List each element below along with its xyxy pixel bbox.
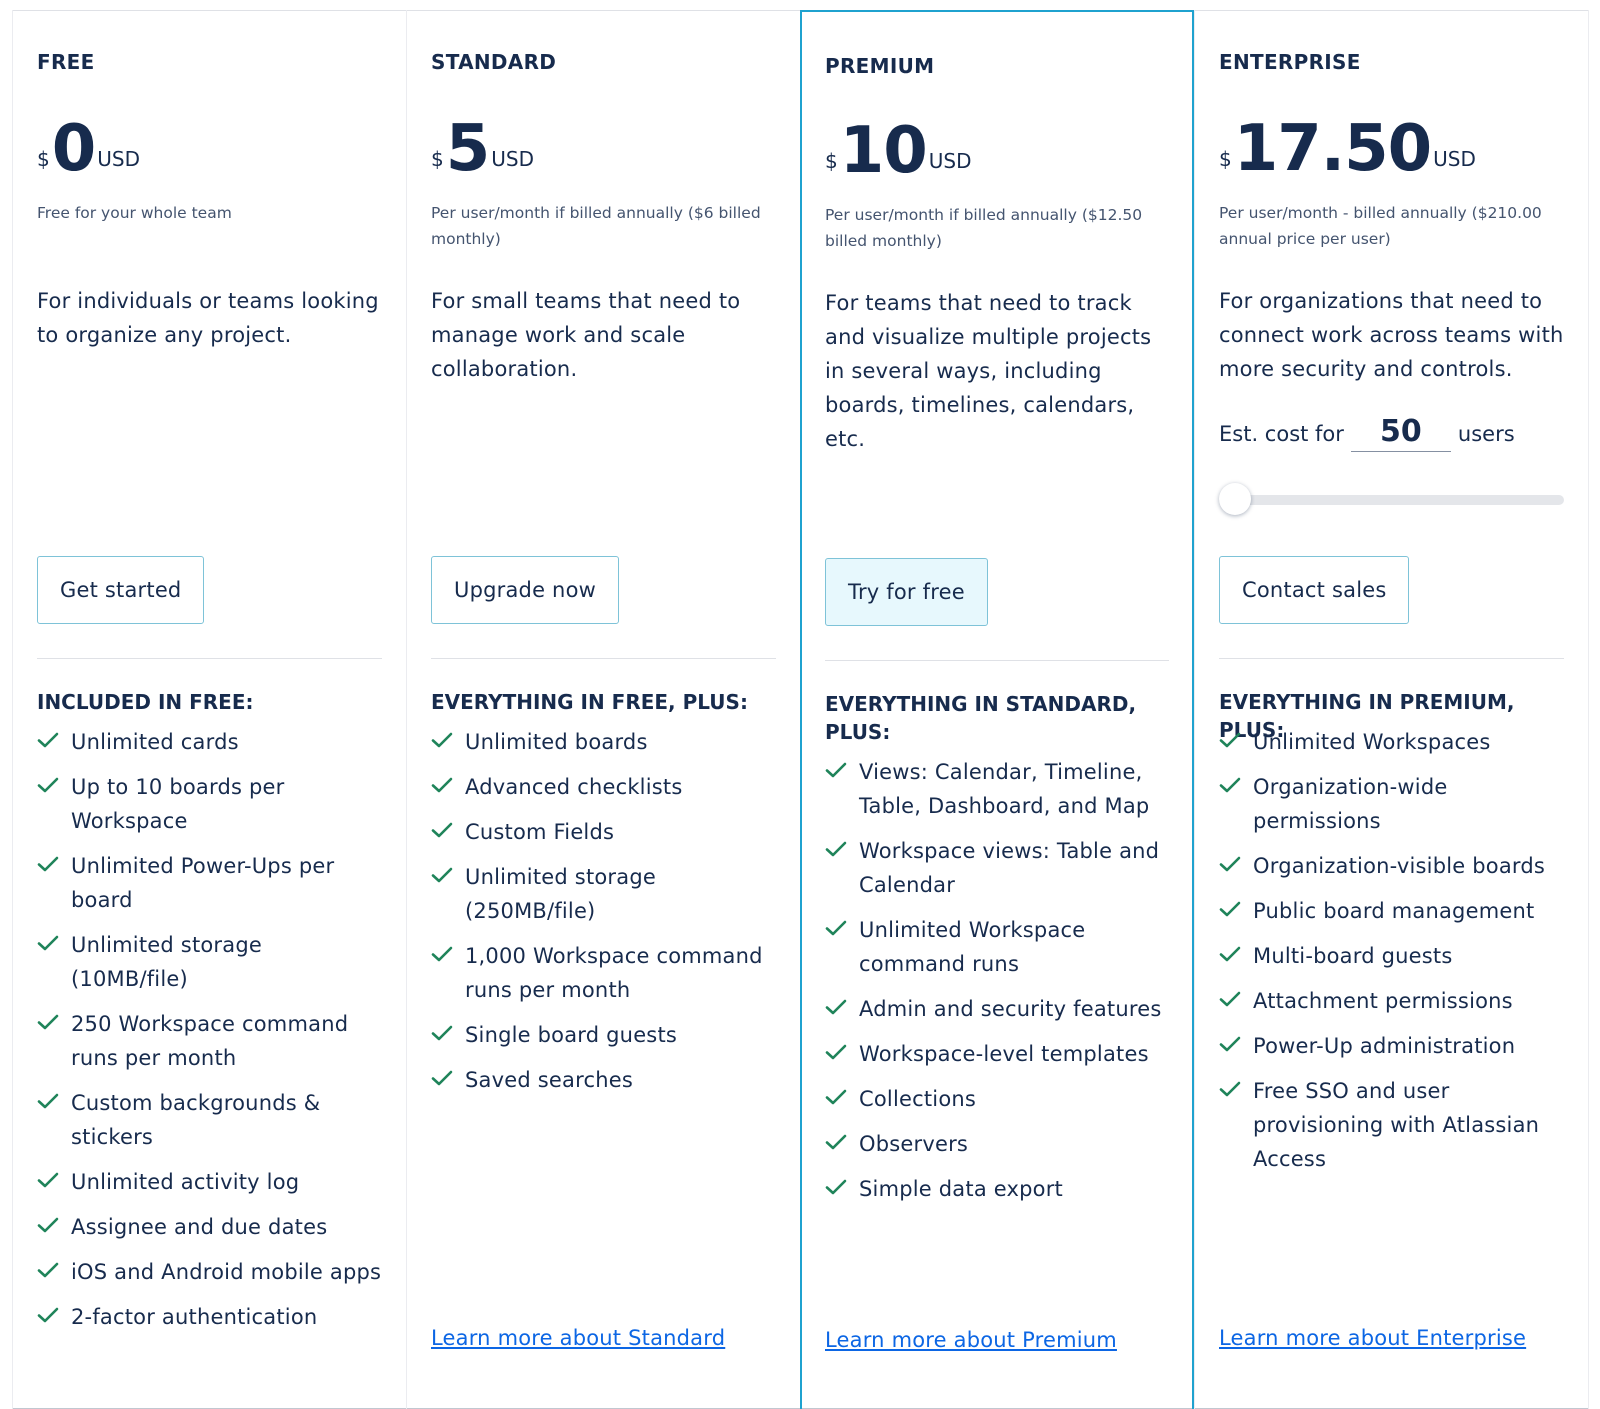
try-for-free-button[interactable]: Try for free bbox=[825, 558, 988, 626]
features-heading: INCLUDED IN FREE: bbox=[37, 690, 254, 714]
feature-label: Free SSO and user provisioning with Atlassian Access bbox=[1253, 1079, 1540, 1171]
feature-label: Unlimited Power-Ups per board bbox=[71, 854, 335, 912]
feature-item bbox=[37, 1165, 382, 1199]
feature-item bbox=[1219, 849, 1564, 883]
check-icon bbox=[825, 1043, 847, 1061]
plan-price bbox=[825, 114, 972, 188]
feature-label: Multi-board guests bbox=[1253, 944, 1453, 968]
user-count-input[interactable] bbox=[1351, 412, 1451, 452]
price-note: Per user/month if billed annually ($12.50 billed monthly) bbox=[825, 206, 1143, 250]
check-icon bbox=[37, 934, 59, 952]
learn-more-premium-link[interactable]: Learn more about Premium bbox=[825, 1328, 1117, 1352]
feature-label: Attachment permissions bbox=[1253, 989, 1513, 1013]
price-note: Free for your whole team bbox=[37, 204, 232, 222]
features-heading: EVERYTHING IN STANDARD, PLUS: bbox=[825, 692, 1137, 744]
feature-item bbox=[1219, 1074, 1564, 1176]
check-icon bbox=[1219, 731, 1241, 749]
feature-item bbox=[37, 1300, 382, 1334]
feature-item bbox=[37, 1086, 382, 1154]
check-icon bbox=[1219, 900, 1241, 918]
estimator-suffix: users bbox=[1457, 422, 1515, 446]
feature-item bbox=[37, 725, 382, 759]
feature-label: Saved searches bbox=[465, 1068, 633, 1092]
user-count-slider[interactable] bbox=[1219, 483, 1564, 515]
price-note: Per user/month if billed annually ($6 billed monthly) bbox=[431, 204, 761, 248]
check-icon bbox=[431, 866, 453, 884]
feature-item bbox=[431, 1018, 776, 1052]
feature-label: Up to 10 boards per Workspace bbox=[71, 775, 285, 833]
plan-name: FREE bbox=[37, 50, 95, 74]
learn-more-enterprise-link[interactable]: Learn more about Enterprise bbox=[1219, 1326, 1527, 1350]
plan-card-free bbox=[12, 10, 406, 1409]
plan-description: For teams that need to track and visualize multiple projects in several ways, including boards, timelines, calendars, etc. bbox=[825, 291, 1152, 451]
feature-label: Unlimited Workspace command runs bbox=[859, 918, 1086, 976]
price-note: Per user/month - billed annually ($210.00 annual price per user) bbox=[1219, 204, 1542, 248]
check-icon bbox=[825, 761, 847, 779]
feature-item bbox=[37, 1210, 382, 1244]
feature-item bbox=[825, 913, 1169, 981]
divider bbox=[1219, 658, 1564, 659]
feature-item bbox=[825, 755, 1169, 823]
price-unit: USD bbox=[1433, 147, 1476, 171]
check-icon bbox=[37, 1171, 59, 1189]
feature-item bbox=[1219, 894, 1564, 928]
cost-estimator bbox=[1219, 412, 1564, 452]
check-icon bbox=[431, 776, 453, 794]
divider bbox=[37, 658, 382, 659]
feature-item bbox=[37, 1255, 382, 1289]
check-icon bbox=[1219, 855, 1241, 873]
plan-name: ENTERPRISE bbox=[1219, 50, 1361, 74]
slider-handle[interactable] bbox=[1219, 483, 1251, 515]
check-icon bbox=[1219, 990, 1241, 1008]
feature-list bbox=[37, 725, 382, 1345]
plan-name: STANDARD bbox=[431, 50, 557, 74]
check-icon bbox=[825, 998, 847, 1016]
contact-sales-button[interactable]: Contact sales bbox=[1219, 556, 1409, 624]
feature-item bbox=[1219, 984, 1564, 1018]
feature-item bbox=[825, 834, 1169, 902]
feature-label: Advanced checklists bbox=[465, 775, 683, 799]
check-icon bbox=[825, 840, 847, 858]
feature-item bbox=[1219, 770, 1564, 838]
plan-price bbox=[1219, 112, 1476, 186]
price-unit: USD bbox=[97, 147, 140, 171]
feature-label: Unlimited boards bbox=[465, 730, 648, 754]
feature-item bbox=[825, 1127, 1169, 1161]
plan-description: For organizations that need to connect work across teams with more security and controls. bbox=[1219, 289, 1564, 381]
check-icon bbox=[37, 1216, 59, 1234]
check-icon bbox=[431, 945, 453, 963]
check-icon bbox=[37, 1092, 59, 1110]
feature-label: Power-Up administration bbox=[1253, 1034, 1516, 1058]
feature-item bbox=[825, 1082, 1169, 1116]
plan-card-premium bbox=[800, 10, 1194, 1409]
feature-item bbox=[825, 992, 1169, 1026]
check-icon bbox=[37, 1306, 59, 1324]
feature-list bbox=[431, 725, 776, 1108]
plan-card-standard bbox=[406, 10, 800, 1409]
check-icon bbox=[37, 855, 59, 873]
plan-price bbox=[431, 112, 534, 186]
price-unit: USD bbox=[928, 149, 972, 173]
price-amount: 0 bbox=[51, 112, 96, 186]
feature-item bbox=[431, 725, 776, 759]
feature-item bbox=[431, 939, 776, 1007]
feature-label: 250 Workspace command runs per month bbox=[71, 1012, 349, 1070]
check-icon bbox=[431, 731, 453, 749]
feature-label: Observers bbox=[859, 1132, 969, 1156]
check-icon bbox=[431, 1069, 453, 1087]
price-currency: $ bbox=[1219, 147, 1232, 171]
feature-item bbox=[37, 928, 382, 996]
feature-label: Unlimited cards bbox=[71, 730, 239, 754]
check-icon bbox=[431, 1024, 453, 1042]
check-icon bbox=[37, 1013, 59, 1031]
feature-item bbox=[431, 815, 776, 849]
feature-item bbox=[431, 770, 776, 804]
feature-label: Organization-wide permissions bbox=[1253, 775, 1448, 833]
feature-label: Organization-visible boards bbox=[1253, 854, 1546, 878]
features-heading: EVERYTHING IN PREMIUM, PLUS: bbox=[1219, 690, 1515, 742]
plan-description: For small teams that need to manage work and scale collaboration. bbox=[431, 289, 741, 381]
check-icon bbox=[825, 1088, 847, 1106]
feature-item bbox=[37, 770, 382, 838]
pricing-table bbox=[12, 10, 1589, 1409]
check-icon bbox=[1219, 1035, 1241, 1053]
check-icon bbox=[825, 1133, 847, 1151]
feature-list bbox=[1219, 725, 1564, 1187]
feature-label: Simple data export bbox=[859, 1177, 1063, 1201]
features-heading: EVERYTHING IN FREE, PLUS: bbox=[431, 690, 748, 714]
feature-item bbox=[37, 849, 382, 917]
upgrade-now-button[interactable]: Upgrade now bbox=[431, 556, 619, 624]
slider-track[interactable] bbox=[1219, 495, 1564, 505]
feature-label: Admin and security features bbox=[859, 997, 1162, 1021]
feature-label: Unlimited storage (10MB/file) bbox=[71, 933, 262, 991]
feature-label: iOS and Android mobile apps bbox=[71, 1260, 382, 1284]
plan-description: For individuals or teams looking to organize any project. bbox=[37, 289, 379, 347]
price-amount: 10 bbox=[839, 114, 927, 188]
check-icon bbox=[37, 776, 59, 794]
feature-label: Unlimited storage (250MB/file) bbox=[465, 865, 656, 923]
feature-item bbox=[1219, 1029, 1564, 1063]
feature-item bbox=[825, 1172, 1169, 1206]
plan-price bbox=[37, 112, 140, 186]
price-unit: USD bbox=[491, 147, 534, 171]
check-icon bbox=[1219, 945, 1241, 963]
plan-name: PREMIUM bbox=[825, 54, 935, 78]
check-icon bbox=[825, 1178, 847, 1196]
estimator-prefix: Est. cost for bbox=[1219, 422, 1344, 446]
check-icon bbox=[1219, 1080, 1241, 1098]
feature-list bbox=[825, 755, 1169, 1217]
price-amount: 5 bbox=[445, 112, 490, 186]
price-currency: $ bbox=[37, 147, 50, 171]
check-icon bbox=[1219, 776, 1241, 794]
divider bbox=[825, 660, 1169, 661]
feature-label: Collections bbox=[859, 1087, 977, 1111]
divider bbox=[431, 658, 776, 659]
feature-item bbox=[1219, 939, 1564, 973]
feature-label: Workspace views: Table and Calendar bbox=[859, 839, 1160, 897]
feature-label: Unlimited activity log bbox=[71, 1170, 300, 1194]
check-icon bbox=[825, 919, 847, 937]
feature-label: Assignee and due dates bbox=[71, 1215, 328, 1239]
feature-item bbox=[431, 1063, 776, 1097]
feature-label: 2-factor authentication bbox=[71, 1305, 318, 1329]
check-icon bbox=[37, 731, 59, 749]
check-icon bbox=[37, 1261, 59, 1279]
feature-item bbox=[825, 1037, 1169, 1071]
feature-item bbox=[37, 1007, 382, 1075]
feature-label: Custom backgrounds & stickers bbox=[71, 1091, 321, 1149]
learn-more-standard-link[interactable]: Learn more about Standard bbox=[431, 1326, 726, 1350]
plan-card-enterprise bbox=[1194, 10, 1589, 1409]
feature-label: Custom Fields bbox=[465, 820, 615, 844]
feature-label: Public board management bbox=[1253, 899, 1535, 923]
feature-item bbox=[431, 860, 776, 928]
feature-label: Single board guests bbox=[465, 1023, 678, 1047]
feature-item bbox=[1219, 725, 1564, 759]
price-currency: $ bbox=[431, 147, 444, 171]
price-amount: 17.50 bbox=[1233, 112, 1432, 186]
feature-label: 1,000 Workspace command runs per month bbox=[465, 944, 763, 1002]
feature-label: Workspace-level templates bbox=[859, 1042, 1149, 1066]
feature-label: Unlimited Workspaces bbox=[1253, 730, 1491, 754]
get-started-button[interactable]: Get started bbox=[37, 556, 204, 624]
check-icon bbox=[431, 821, 453, 839]
feature-label: Views: Calendar, Timeline, Table, Dashboard, and Map bbox=[859, 760, 1150, 818]
price-currency: $ bbox=[825, 149, 838, 173]
